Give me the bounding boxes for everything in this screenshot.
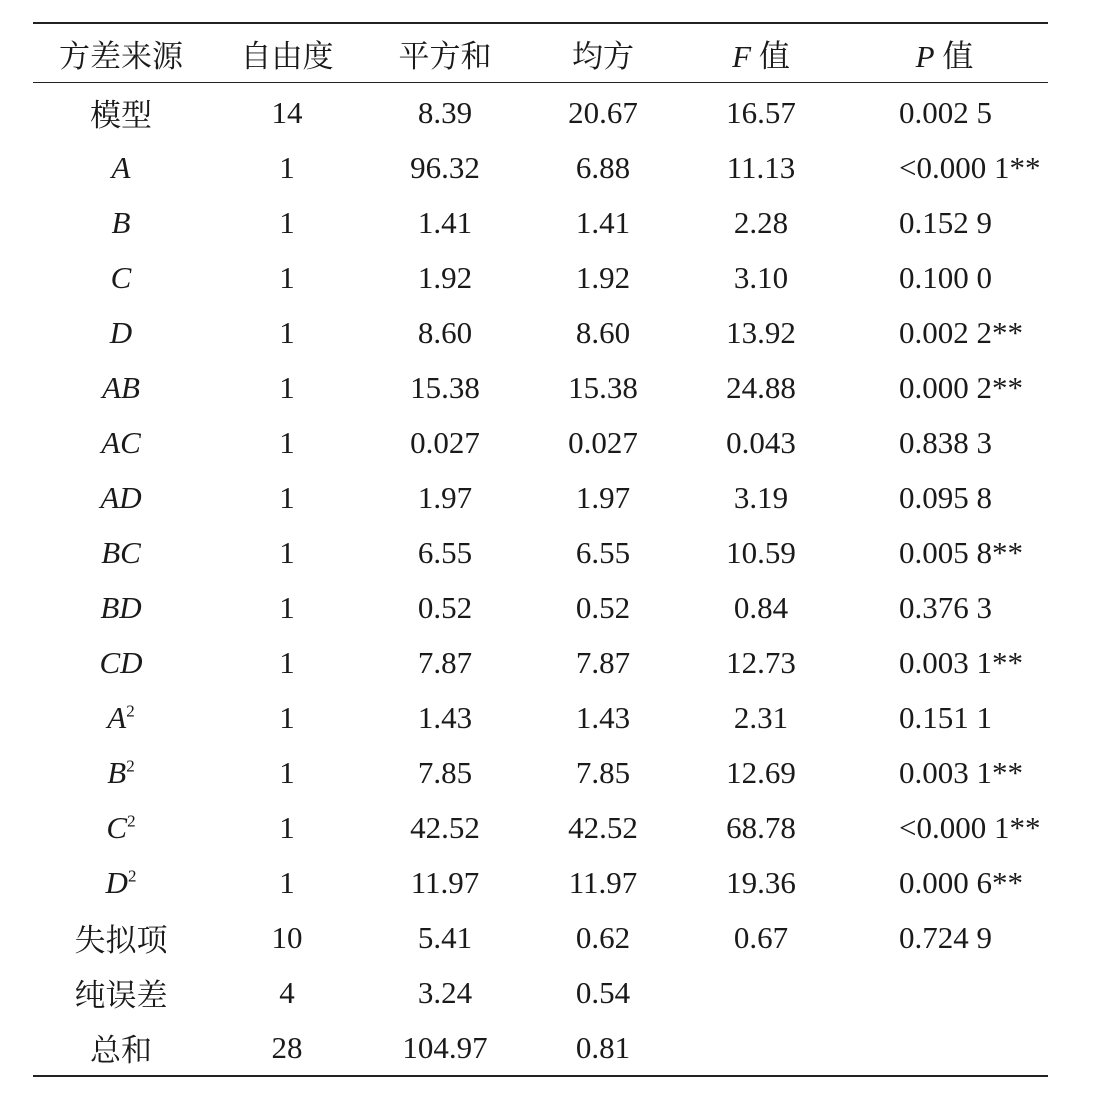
table-row — [33, 855, 1048, 910]
cell-f-value: 0.84 — [733, 589, 789, 625]
cell-f-value: 2.31 — [733, 699, 789, 735]
header-source: 方差来源 — [33, 23, 209, 83]
cell-p-value: 0.095 8 — [899, 479, 992, 515]
cell-p-value: <0.000 1** — [899, 149, 1041, 185]
cell-ss: 8.39 — [417, 94, 473, 130]
source-label: A — [111, 149, 131, 185]
table-row — [33, 360, 1048, 415]
table-row — [33, 305, 1048, 360]
source-label: 模型 — [90, 98, 152, 133]
cell-f-value: 11.13 — [726, 149, 796, 185]
table-row — [33, 470, 1048, 525]
table-row — [33, 140, 1048, 195]
cell-source — [33, 745, 209, 800]
cell-source — [33, 855, 209, 910]
cell-f-value: 68.78 — [726, 809, 796, 845]
cell-f-value: 16.57 — [726, 94, 796, 130]
cell-df: 1 — [279, 259, 295, 295]
source-label: BC — [101, 534, 141, 570]
cell-p-value: 0.002 2** — [899, 314, 1023, 350]
source-label: A — [107, 699, 127, 735]
cell-df: 1 — [279, 754, 295, 790]
cell-f-value: 2.28 — [733, 204, 789, 240]
source-label: AC — [101, 424, 141, 460]
cell-source — [33, 470, 209, 525]
source-label: BD — [100, 589, 142, 625]
cell-ss: 8.60 — [417, 314, 473, 350]
table-row — [33, 690, 1048, 745]
cell-ms: 0.81 — [525, 1020, 681, 1076]
cell-source — [33, 140, 209, 195]
cell-df: 1 — [279, 369, 295, 405]
cell-df: 1 — [279, 864, 295, 900]
source-label: AD — [100, 479, 142, 515]
cell-f-value: 13.92 — [726, 314, 796, 350]
cell-ss: 3.24 — [417, 974, 473, 1010]
cell-p-value: 0.151 1 — [899, 699, 992, 735]
cell-df: 1 — [279, 589, 295, 625]
header-df: 自由度 — [209, 23, 365, 83]
cell-ss: 6.55 — [417, 534, 473, 570]
source-label: 失拟项 — [74, 923, 168, 958]
cell-ss: 1.97 — [417, 479, 473, 515]
cell-df: 1 — [279, 534, 295, 570]
source-exponent: 2 — [126, 756, 135, 776]
table-row — [33, 745, 1048, 800]
source-label: CD — [99, 644, 143, 680]
cell-ms: 1.92 — [575, 259, 631, 295]
cell-source — [33, 910, 209, 965]
cell-f-value: 0.67 — [733, 919, 789, 955]
cell-df: 1 — [279, 479, 295, 515]
cell-source — [33, 965, 209, 1020]
cell-p-value: 0.005 8** — [899, 534, 1023, 570]
cell-df: 1 — [279, 314, 295, 350]
cell-ms: 0.52 — [575, 589, 631, 625]
cell-source — [33, 690, 209, 745]
cell-ms: 6.55 — [575, 534, 631, 570]
cell-source — [33, 250, 209, 305]
cell-p-value: 0.838 3 — [899, 424, 992, 460]
table-row — [33, 965, 1048, 1020]
table-row — [33, 1020, 1048, 1076]
table-header — [33, 23, 1048, 83]
cell-ms: 1.97 — [575, 479, 631, 515]
cell-df: 1 — [279, 149, 295, 185]
cell-f-value: 19.36 — [726, 864, 796, 900]
cell-f-value — [681, 1020, 841, 1076]
cell-df: 28 — [209, 1020, 365, 1076]
cell-f-value: 10.59 — [726, 534, 796, 570]
cell-p-value: 0.100 0 — [899, 259, 992, 295]
cell-p-value: 0.376 3 — [899, 589, 992, 625]
cell-f-value: 12.69 — [726, 754, 796, 790]
cell-ms: 42.52 — [568, 809, 638, 845]
source-label: D — [105, 864, 128, 900]
header-ss: 平方和 — [365, 23, 525, 83]
source-label: B — [107, 754, 127, 790]
cell-source — [33, 580, 209, 635]
cell-df: 1 — [279, 644, 295, 680]
table-row — [33, 83, 1048, 141]
cell-f-value: 12.73 — [726, 644, 796, 680]
cell-p-value: 0.002 5 — [899, 94, 992, 130]
cell-ms: 15.38 — [568, 369, 638, 405]
cell-ss: 0.027 — [410, 424, 480, 460]
cell-p-value: <0.000 1** — [899, 809, 1041, 845]
source-exponent: 2 — [126, 701, 135, 721]
cell-source — [33, 195, 209, 250]
cell-p-value: 0.152 9 — [899, 204, 992, 240]
cell-p-value: 0.003 1** — [899, 754, 1023, 790]
table-row — [33, 910, 1048, 965]
source-exponent: 2 — [127, 811, 136, 831]
cell-ss: 7.85 — [417, 754, 473, 790]
cell-df: 1 — [279, 699, 295, 735]
cell-source — [33, 83, 209, 141]
cell-ms: 7.87 — [575, 644, 631, 680]
source-label: C — [106, 809, 128, 845]
cell-ms: 0.54 — [575, 974, 631, 1010]
cell-ms: 7.85 — [575, 754, 631, 790]
source-label: AB — [102, 369, 140, 405]
table-row — [33, 250, 1048, 305]
cell-f-value: 3.10 — [733, 259, 789, 295]
cell-source — [33, 1020, 209, 1076]
cell-f-value: 0.043 — [726, 424, 796, 460]
cell-ss: 1.41 — [417, 204, 473, 240]
cell-p-value — [841, 965, 1048, 1020]
cell-df: 4 — [279, 974, 295, 1010]
cell-p-value: 0.000 6** — [899, 864, 1023, 900]
cell-p-value: 0.724 9 — [899, 919, 992, 955]
cell-ss: 1.92 — [417, 259, 473, 295]
cell-df: 1 — [279, 204, 295, 240]
cell-ss: 42.52 — [410, 809, 480, 845]
table-row — [33, 635, 1048, 690]
table-body — [33, 83, 1048, 1077]
header-f-var: F — [732, 38, 752, 74]
header-row — [33, 23, 1048, 83]
cell-p-value — [841, 1020, 1048, 1076]
cell-ss: 15.38 — [410, 369, 480, 405]
cell-f-value: 24.88 — [726, 369, 796, 405]
cell-ss: 96.32 — [410, 149, 480, 185]
cell-df: 1 — [279, 424, 295, 460]
cell-ms: 6.88 — [575, 149, 631, 185]
table-row — [33, 580, 1048, 635]
header-f-value — [681, 23, 841, 83]
cell-ss: 104.97 — [365, 1020, 525, 1076]
cell-df: 10 — [271, 919, 303, 955]
cell-ss: 5.41 — [417, 919, 473, 955]
cell-ms: 8.60 — [575, 314, 631, 350]
cell-ss: 0.52 — [417, 589, 473, 625]
cell-source — [33, 635, 209, 690]
cell-source — [33, 525, 209, 580]
header-ms: 均方 — [525, 23, 681, 83]
source-label: 纯误差 — [74, 978, 168, 1013]
header-p-var: P — [915, 38, 935, 74]
header-p-value — [841, 23, 1048, 83]
cell-ms: 1.41 — [575, 204, 631, 240]
cell-ms: 11.97 — [568, 864, 638, 900]
header-p-suffix: 值 — [942, 38, 974, 74]
cell-source — [33, 360, 209, 415]
cell-df: 1 — [279, 809, 295, 845]
cell-ms: 0.027 — [568, 424, 638, 460]
cell-ms: 20.67 — [568, 94, 638, 130]
cell-source — [33, 415, 209, 470]
source-label: B — [111, 204, 131, 240]
cell-p-value: 0.000 2** — [899, 369, 1023, 405]
cell-ss: 7.87 — [417, 644, 473, 680]
table-row — [33, 195, 1048, 250]
source-label: C — [110, 259, 132, 295]
cell-source — [33, 305, 209, 360]
table-row — [33, 415, 1048, 470]
table-row — [33, 525, 1048, 580]
cell-ms: 1.43 — [575, 699, 631, 735]
anova-table — [33, 22, 1048, 1077]
cell-ss: 11.97 — [410, 864, 480, 900]
cell-ms: 0.62 — [575, 919, 631, 955]
header-f-suffix: 值 — [758, 38, 790, 74]
cell-f-value — [681, 965, 841, 1020]
source-exponent: 2 — [127, 866, 137, 886]
table-row — [33, 800, 1048, 855]
cell-f-value: 3.19 — [733, 479, 789, 515]
source-label: 总和 — [90, 1033, 152, 1068]
cell-ss: 1.43 — [417, 699, 473, 735]
cell-p-value: 0.003 1** — [899, 644, 1023, 680]
cell-df: 14 — [271, 94, 303, 130]
cell-source — [33, 800, 209, 855]
source-label: D — [109, 314, 133, 350]
